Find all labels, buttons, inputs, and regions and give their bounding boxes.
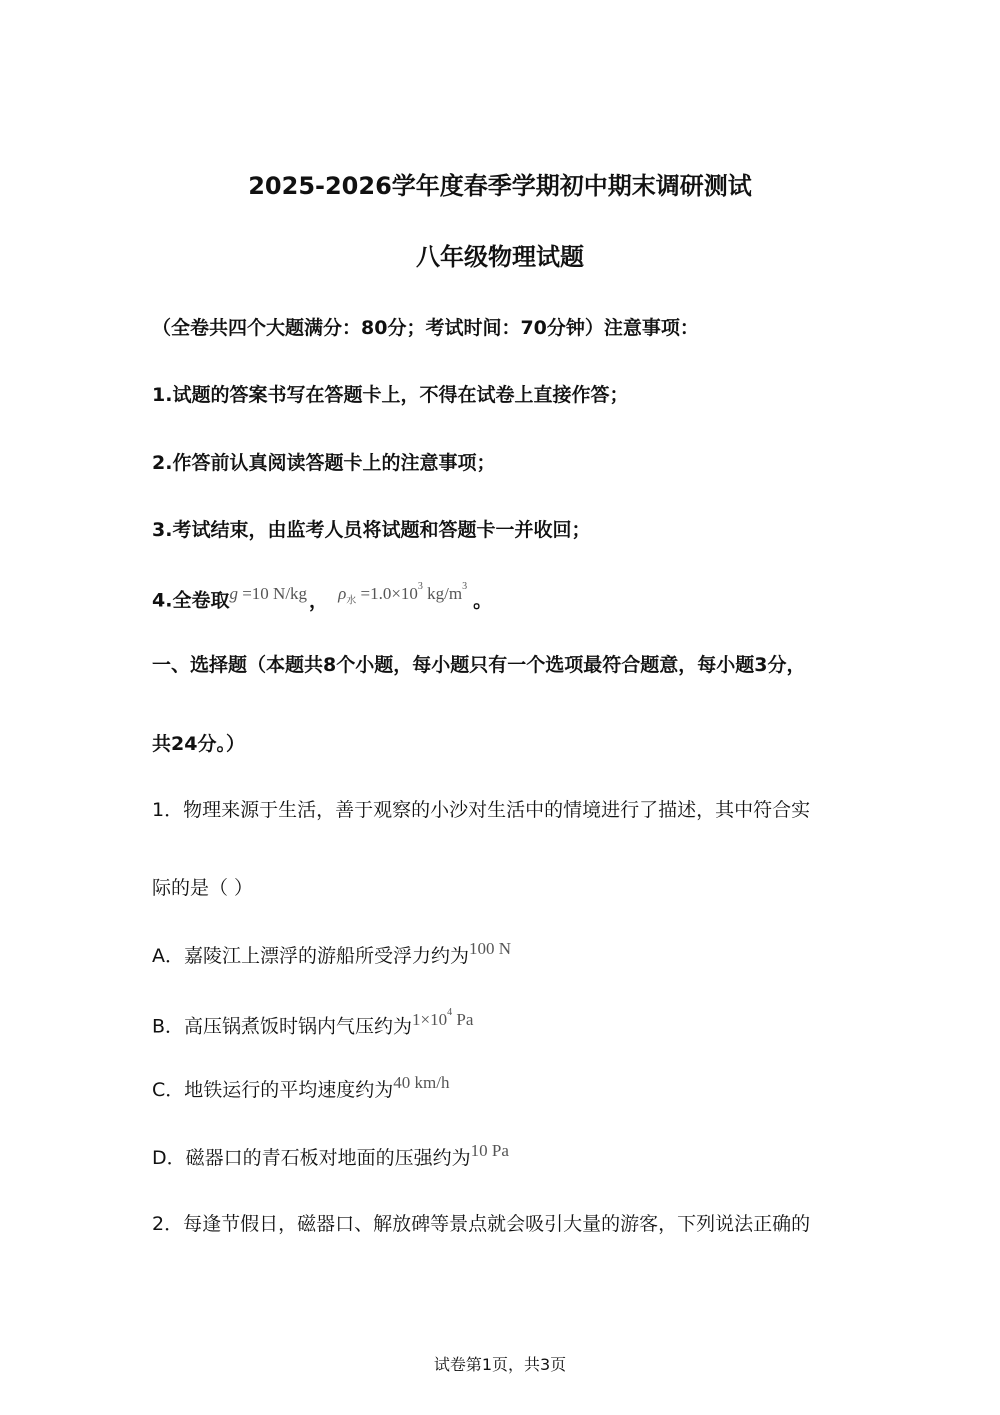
notice-4-suffix: 。 [473, 589, 493, 612]
notice-4-separator: ， [309, 589, 329, 612]
q1-option-b-value [412, 1007, 474, 1029]
question-1-stem-cont: 际的是（ ） [152, 877, 254, 899]
notice-4 [152, 581, 493, 622]
rho-subscript: 水 [346, 595, 357, 607]
rho-exponent: 3 [417, 581, 423, 592]
q1-option-c-text: C．地铁运行的平均速度约为 [152, 1079, 394, 1101]
q1-option-a-text: A．嘉陵江上漂浮的游船所受浮力约为 [152, 945, 469, 967]
notice-3: 3.考试结束，由监考人员将试题和答题卡一并收回； [152, 519, 591, 541]
q1-option-d [152, 1141, 509, 1172]
q1-option-a [152, 939, 512, 970]
q1-option-b-base: 1×10 [412, 1009, 448, 1029]
exam-title: 2025-2026学年度春季学期初中期末调研测试 [248, 172, 752, 200]
exam-info: （全卷共四个大题满分：80分；考试时间：70分钟）注意事项： [152, 317, 699, 339]
rho-formula [338, 581, 468, 607]
q1-option-d-text: D．磁器口的青石板对地面的压强约为 [152, 1147, 471, 1169]
q1-option-a-value: 100 N [469, 939, 512, 958]
q1-option-c-value: 40 km/h [393, 1073, 450, 1092]
q1-option-b [152, 1007, 474, 1041]
g-value: =10 N/kg [237, 583, 308, 603]
rho-symbol: ρ [338, 583, 347, 603]
rho-unit-exponent: 3 [462, 581, 468, 592]
q1-option-b-unit: Pa [452, 1009, 474, 1029]
question-2-stem: 2．每逢节假日，磁器口、解放碑等景点就会吸引大量的游客，下列说法正确的 [152, 1213, 811, 1235]
section-1-heading: 一、选择题（本题共8个小题，每小题只有一个选项最符合题意，每小题3分， [152, 654, 806, 676]
rho-unit: kg/m [422, 583, 463, 603]
g-formula [229, 584, 307, 603]
notice-4-prefix: 4.全卷取 [152, 589, 230, 612]
exam-subtitle: 八年级物理试题 [416, 243, 584, 271]
g-symbol: g [229, 583, 238, 603]
rho-value: =1.0×10 [356, 583, 418, 603]
page-footer: 试卷第1页，共3页 [433, 1355, 567, 1374]
question-1-stem: 1．物理来源于生活，善于观察的小沙对生活中的情境进行了描述，其中符合实 [152, 799, 811, 821]
section-1-heading-cont: 共24分。） [152, 733, 245, 755]
q1-option-b-text: B．高压锅煮饭时锅内气压约为 [152, 1015, 413, 1038]
notice-2: 2.作答前认真阅读答题卡上的注意事项； [152, 452, 496, 474]
notice-1: 1.试题的答案书写在答题卡上，不得在试卷上直接作答； [152, 384, 629, 406]
q1-option-c [152, 1073, 450, 1104]
q1-option-b-exponent: 4 [447, 1007, 453, 1018]
q1-option-d-value: 10 Pa [470, 1141, 509, 1160]
